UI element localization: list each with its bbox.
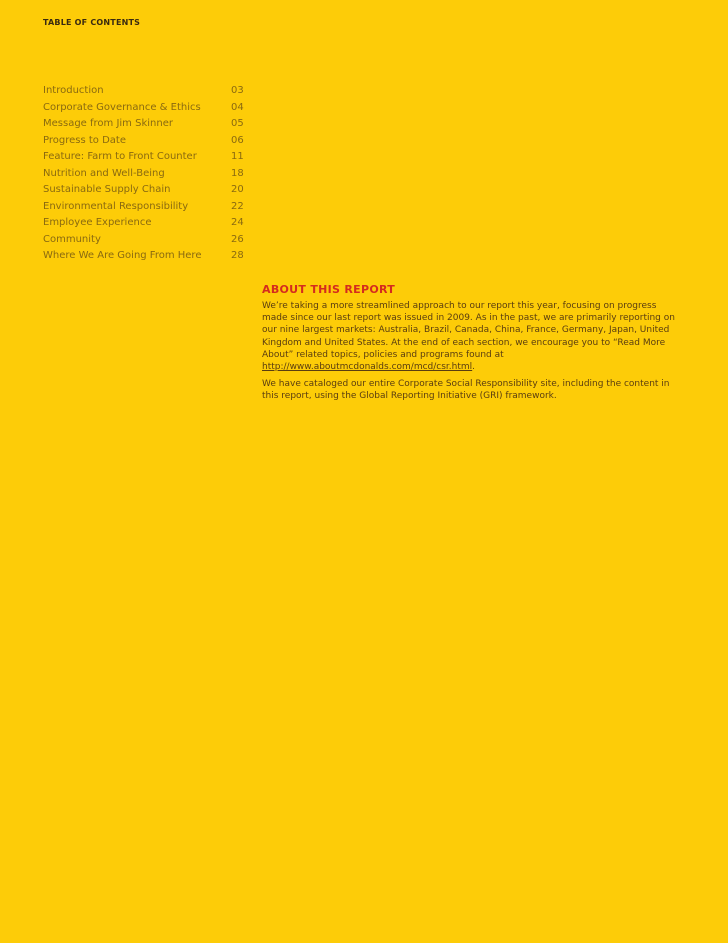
gri-paragraph: We have cataloged our entire Corporate Social Responsibility site, including the content in this report, using the Global Reporting Initiative (GRI) framework. bbox=[262, 379, 670, 402]
toc-item-employee[interactable] bbox=[43, 215, 253, 232]
toc-item-label: Environmental Responsibility bbox=[43, 200, 189, 212]
toc-item-label: Sustainable Supply Chain bbox=[43, 184, 171, 195]
toc-item-page: 20 bbox=[231, 184, 244, 195]
toc-item-page: 18 bbox=[231, 167, 244, 179]
toc-item-page: 24 bbox=[231, 217, 244, 228]
toc-item-page: 04 bbox=[231, 101, 244, 113]
toc-item-page: 06 bbox=[231, 134, 244, 146]
page-title: TABLE OF CONTENTS bbox=[43, 18, 141, 27]
toc-item-supply-chain[interactable] bbox=[43, 182, 253, 199]
toc-item-page: 28 bbox=[231, 250, 244, 261]
toc-item-community[interactable] bbox=[43, 232, 253, 249]
toc-item-label: Where We Are Going From Here bbox=[43, 250, 202, 261]
toc-item-label: Progress to Date bbox=[43, 134, 126, 146]
toc-item-progress[interactable] bbox=[43, 133, 253, 150]
about-paragraph-end: . bbox=[472, 362, 476, 373]
toc-item-label: Nutrition and Well-Being bbox=[43, 167, 165, 179]
toc-item-environmental[interactable] bbox=[43, 199, 253, 216]
table-of-contents bbox=[43, 83, 253, 265]
toc-item-page: 05 bbox=[231, 118, 244, 129]
toc-item-introduction[interactable] bbox=[43, 83, 253, 100]
about-heading: ABOUT THIS REPORT bbox=[262, 283, 396, 296]
toc-item-label: Employee Experience bbox=[43, 217, 152, 228]
csr-link[interactable]: http://www.aboutmcdonalds.com/mcd/csr.html bbox=[262, 362, 473, 373]
toc-item-page: 03 bbox=[231, 85, 244, 96]
toc-item-nutrition[interactable] bbox=[43, 166, 253, 183]
about-paragraph-text: We’re taking a more streamlined approach to our report this year, focusing on progress made since our last report was issued in 2009. As in the past, we are primarily reporting on our nine largest markets: Australia, Brazil, Canada, China, France, Germany, Japan, United Kingdom and United States. At the end of each section, we encourage you to “Read More About” related topics, policies and programs found at bbox=[262, 301, 675, 360]
toc-item-page: 22 bbox=[231, 200, 244, 212]
toc-item-label: Corporate Governance & Ethics bbox=[43, 101, 201, 113]
toc-item-page: 26 bbox=[231, 233, 244, 245]
toc-item-governance[interactable] bbox=[43, 100, 253, 117]
about-this-report bbox=[262, 283, 680, 408]
toc-item-page: 11 bbox=[231, 151, 244, 162]
toc-item-message[interactable] bbox=[43, 116, 253, 133]
about-paragraph bbox=[262, 300, 680, 373]
toc-item-label: Message from Jim Skinner bbox=[43, 118, 173, 129]
toc-item-label: Introduction bbox=[43, 85, 104, 96]
toc-item-label: Community bbox=[43, 233, 101, 245]
toc-item-label: Feature: Farm to Front Counter bbox=[43, 151, 197, 162]
toc-item-future[interactable] bbox=[43, 248, 253, 265]
toc-item-feature[interactable] bbox=[43, 149, 253, 166]
